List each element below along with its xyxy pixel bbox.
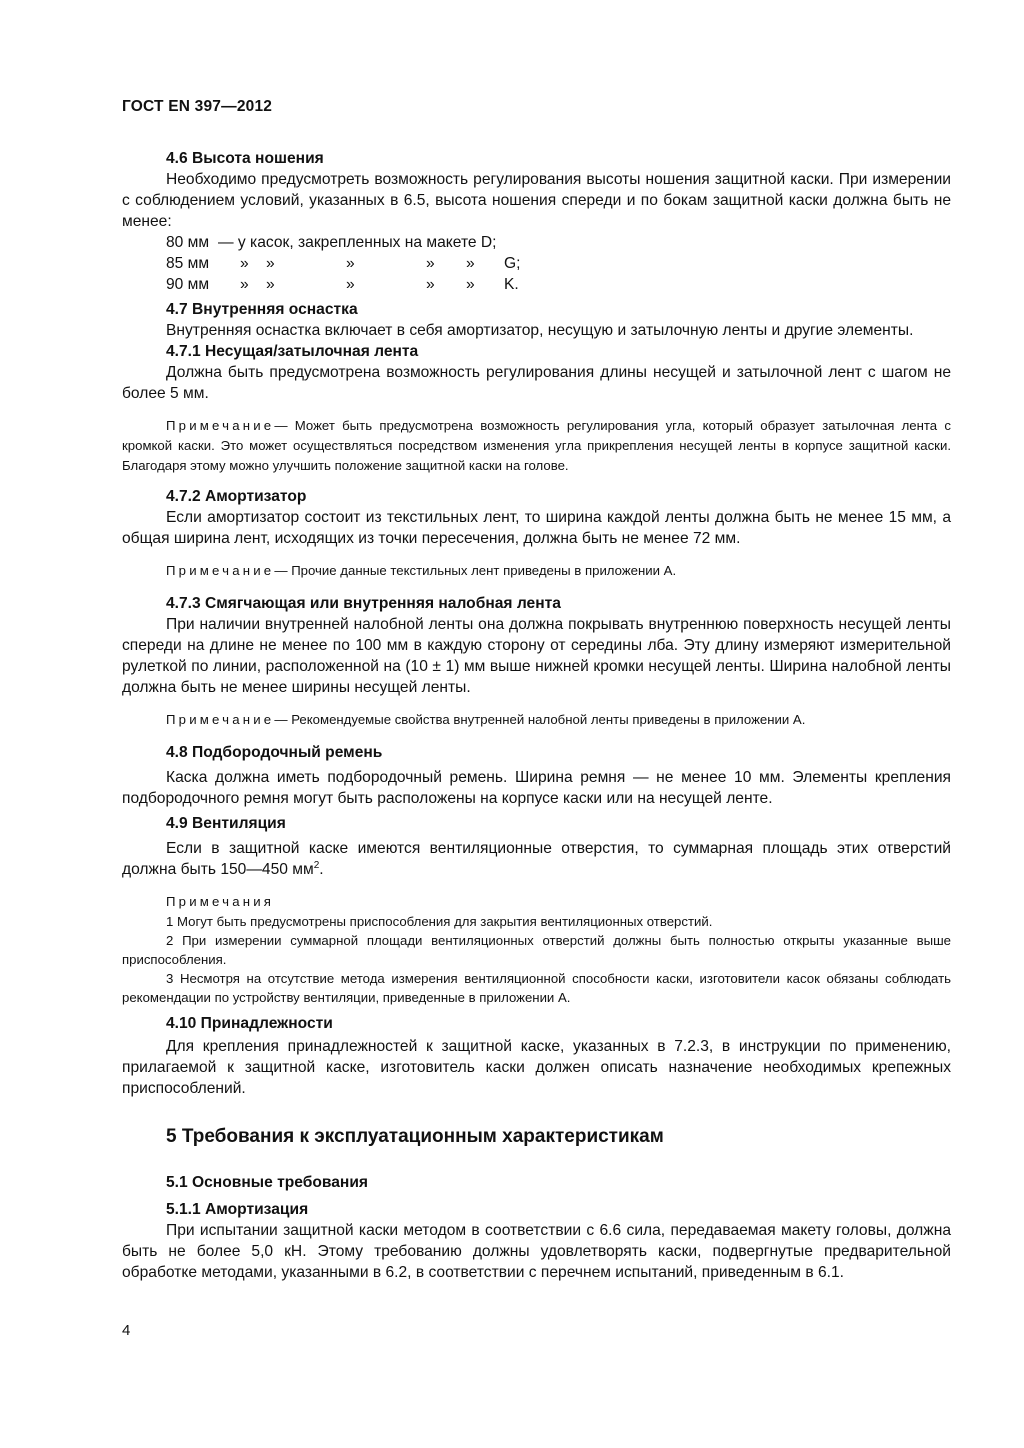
- superscript: 2: [313, 859, 320, 871]
- ditto-mark: »: [240, 276, 249, 293]
- section-4-6-title: 4.6 Высота ношения: [166, 150, 324, 167]
- page-number: 4: [122, 1322, 131, 1339]
- section-4-9-title: 4.9 Вентиляция: [166, 815, 286, 832]
- section-4-10-title: 4.10 Принадлежности: [166, 1015, 333, 1032]
- height-value: 90 мм: [166, 276, 210, 293]
- section-4-7-title: 4.7 Внутренняя оснастка: [166, 301, 358, 318]
- section-4-7-3-note: [122, 710, 951, 730]
- height-desc: — у касок, закрепленных на макете D;: [218, 234, 497, 251]
- section-4-7-1-text: Должна быть предусмотрена возможность регулирования длины несущей и затылочной лент с шагом не более 5 мм.: [122, 364, 951, 402]
- section-4-9-text-main: Если в защитной каске имеются вентиляционные отверстия, то суммарная площадь этих отверстий должна быть 150—450 мм: [122, 840, 951, 878]
- ditto-mark: »: [346, 255, 355, 272]
- notes-label: Примечания: [166, 894, 275, 909]
- section-4-9-text: [122, 838, 951, 880]
- note-item-2: 2 При измерении суммарной площади вентиляционных отверстий должны быть полностью открыты указанные выше приспособления.: [122, 933, 951, 967]
- note-item-1: 1 Могут быть предусмотрены приспособления для закрытия вентиляционных отверстий.: [166, 914, 713, 929]
- section-5-1-title: 5.1 Основные требования: [166, 1174, 369, 1191]
- height-row-k: [166, 274, 951, 295]
- note-text: — Рекомендуемые свойства внутренней налобной ленты приведены в приложении А.: [274, 712, 806, 727]
- section-4-8-title: 4.8 Подбородочный ремень: [166, 744, 383, 761]
- ditto-mark: »: [266, 255, 275, 272]
- height-value: 80 мм: [166, 234, 210, 251]
- note-label: Примечание: [166, 712, 275, 727]
- headform-size: G;: [504, 255, 521, 272]
- section-4-7-1-note: [122, 416, 951, 476]
- section-4-7-2-title: 4.7.2 Амортизатор: [166, 488, 307, 505]
- note-text: — Прочие данные текстильных лент приведены в приложении А.: [274, 563, 677, 578]
- height-row-d: [166, 232, 951, 253]
- section-4-7-3-title: 4.7.3 Смягчающая или внутренняя налобная лента: [166, 595, 561, 612]
- ditto-mark: »: [240, 255, 249, 272]
- section-5-1-1-text: При испытании защитной каски методом в соответствии с 6.6 сила, передаваемая макету головы, должна быть не более 5,0 кН. Этому требованию должны удовлетворять каски, подвергнутые предварительной обработке методами, указанными в 6.2, в соответствии с перечнем испытаний, приведенным в 6.1.: [122, 1222, 951, 1281]
- section-4-9-text-end: .: [319, 861, 324, 878]
- ditto-mark: »: [466, 276, 475, 293]
- section-4-7-2-note: [122, 561, 951, 581]
- ditto-mark: »: [466, 255, 475, 272]
- ditto-mark: »: [426, 255, 435, 272]
- section-4-7-1-title: 4.7.1 Несущая/затылочная лента: [166, 343, 419, 360]
- note-text: — Может быть предусмотрена возможность регулирования угла, который образует затылочная лента с кромкой каски. Это может осуществляться посредством изменения угла прикрепления несущей ленты в корпусе защитной каски. Благодаря этому можно улучшить положение защитной каски на голове.: [122, 418, 951, 473]
- ditto-mark: »: [426, 276, 435, 293]
- ditto-mark: »: [346, 276, 355, 293]
- document-page: [122, 98, 951, 1283]
- section-4-8-text: Каска должна иметь подбородочный ремень. Ширина ремня — не менее 10 мм. Элементы крепления подбородочного ремня могут быть расположены на корпусе каски или на несущей ленте.: [122, 769, 951, 807]
- document-header: ГОСТ EN 397—2012: [122, 98, 273, 115]
- note-item-3: 3 Несмотря на отсутствие метода измерения вентиляционной способности каски, изготовители касок обязаны соблюдать рекомендации по устройству вентиляции, приведенные в приложении А.: [122, 971, 951, 1005]
- note-label: Примечание: [166, 418, 275, 433]
- ditto-mark: »: [266, 276, 275, 293]
- section-4-7-3-text: При наличии внутренней налобной ленты она должна покрывать внутреннюю поверхность несущей ленты спереди на длине не менее по 100 мм в каждую сторону от середины лба. Эту длину измеряют измерительной рулеткой по линии, расположенной на (10 ± 1) мм выше нижней кромки несущей ленты. Ширина налобной ленты должна быть не менее ширины несущей ленты.: [122, 616, 951, 696]
- section-5-1-1-title: 5.1.1 Амортизация: [166, 1201, 309, 1218]
- section-4-7-text: Внутренняя оснастка включает в себя амортизатор, несущую и затылочную ленты и другие элементы.: [166, 322, 914, 339]
- section-4-7-2-text: Если амортизатор состоит из текстильных лент, то ширина каждой ленты должна быть не менее 15 мм, а общая ширина лент, исходящих из точки пересечения, должна быть не менее 72 мм.: [122, 509, 951, 547]
- height-row-g: [166, 253, 951, 274]
- section-4-6-text: Необходимо предусмотреть возможность регулирования высоты ношения защитной каски. При измерении с соблюдением условий, указанных в 6.5, высота ношения спереди и по бокам защитной каски должна быть не менее:: [122, 171, 951, 230]
- section-4-10-text: Для крепления принадлежностей к защитной каске, указанных в 7.2.3, в инструкции по применению, прилагаемой к защитной каске, изготовитель каски должен описать назначение необходимых крепежных приспособлений.: [122, 1038, 951, 1097]
- height-value: 85 мм: [166, 255, 210, 272]
- headform-size: K.: [504, 276, 519, 293]
- note-label: Примечание: [166, 563, 275, 578]
- section-5-title: 5 Требования к эксплуатационным характеристикам: [166, 1126, 664, 1147]
